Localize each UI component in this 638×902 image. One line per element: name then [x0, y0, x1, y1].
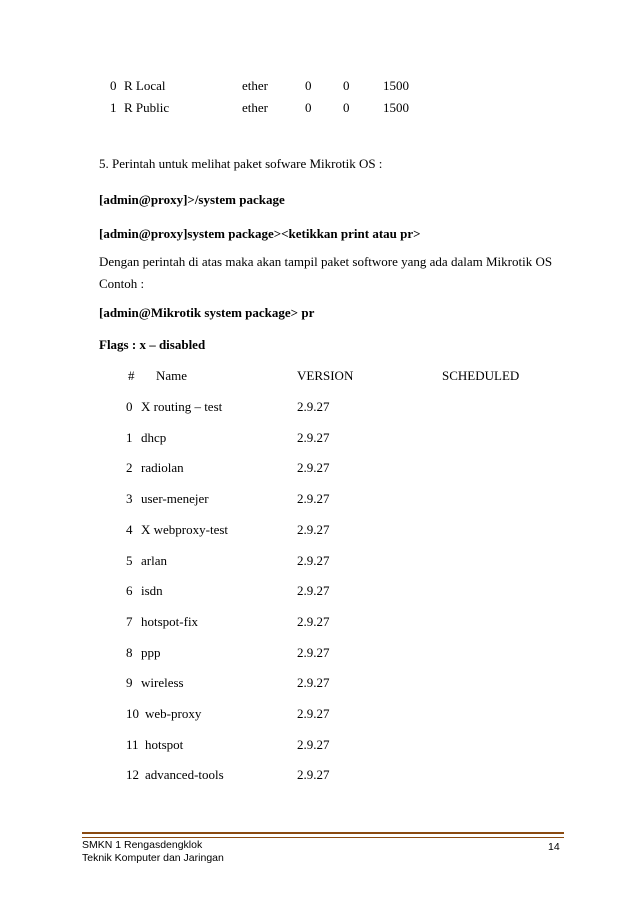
iface-type: ether [242, 78, 268, 93]
package-version: 2.9.27 [297, 767, 330, 783]
footer-divider [82, 832, 564, 838]
header-version: VERSION [297, 368, 354, 383]
package-version: 2.9.27 [297, 675, 330, 691]
iface-col-b: 0 [343, 100, 350, 115]
iface-name: R Public [124, 100, 170, 115]
package-version: 2.9.27 [297, 736, 330, 752]
package-version: 2.9.27 [297, 429, 330, 445]
iface-mtu: 1500 [383, 100, 409, 115]
package-no: 5 [126, 552, 133, 568]
command-line: [admin@proxy]system package><ketikkan print atau pr> [99, 226, 421, 241]
package-version: 2.9.27 [297, 583, 330, 599]
package-version: 2.9.27 [297, 552, 330, 568]
iface-mtu: 1500 [383, 78, 409, 93]
package-version: 2.9.27 [297, 399, 330, 414]
package-version: 2.9.27 [297, 613, 330, 629]
description: Dengan perintah di atas maka akan tampil paket softwore yang ada dalam Mikrotik OS [99, 254, 553, 269]
header-scheduled: SCHEDULED [442, 368, 520, 383]
iface-col-b: 0 [343, 78, 350, 93]
package-version: 2.9.27 [297, 706, 330, 721]
package-version: 2.9.27 [297, 491, 330, 507]
example-label: Contoh : [99, 276, 145, 291]
package-no: 11 [126, 736, 139, 752]
iface-name: R Local [124, 78, 166, 93]
command-line: [admin@proxy]>/system package [99, 192, 285, 207]
package-no: 10 [126, 706, 139, 721]
flags-line: Flags : x – disabled [99, 337, 206, 352]
package-no: 0 [126, 399, 133, 414]
iface-no: 1 [110, 100, 117, 115]
footer-department: Teknik Komputer dan Jaringan [82, 852, 224, 864]
package-version: 2.9.27 [297, 521, 330, 537]
package-name: dhcp [141, 429, 167, 445]
package-name: X routing – test [141, 399, 223, 414]
page-number: 14 [548, 841, 560, 853]
iface-type: ether [242, 100, 268, 115]
package-name: radiolan [141, 460, 184, 476]
package-no: 6 [126, 583, 133, 599]
footer-school: SMKN 1 Rengasdengklok [82, 839, 203, 851]
package-version: 2.9.27 [297, 460, 330, 476]
package-name: wireless [141, 675, 184, 691]
package-name: advanced-tools [145, 767, 224, 783]
header-num: # [128, 368, 135, 383]
package-name: web-proxy [145, 706, 202, 721]
package-name: X webproxy-test [141, 521, 229, 537]
package-no: 9 [126, 675, 133, 691]
package-version: 2.9.27 [297, 644, 330, 660]
package-name: hotspot-fix [141, 613, 199, 629]
package-name: isdn [141, 583, 163, 599]
package-name: hotspot [145, 736, 184, 752]
package-name: arlan [141, 552, 167, 568]
package-no: 4 [126, 521, 133, 537]
iface-col-a: 0 [305, 100, 312, 115]
package-no: 1 [126, 429, 133, 445]
iface-col-a: 0 [305, 78, 312, 93]
package-no: 7 [126, 613, 133, 629]
package-no: 3 [126, 491, 133, 507]
section-heading: 5. Perintah untuk melihat paket sofware Mikrotik OS : [99, 156, 383, 171]
package-no: 8 [126, 644, 133, 660]
header-name: Name [156, 368, 188, 383]
package-name: user-menejer [141, 491, 209, 507]
package-name: ppp [141, 644, 161, 660]
iface-no: 0 [110, 78, 117, 93]
package-no: 2 [126, 460, 133, 476]
command-line: [admin@Mikrotik system package> pr [99, 305, 315, 320]
package-no: 12 [126, 767, 139, 783]
